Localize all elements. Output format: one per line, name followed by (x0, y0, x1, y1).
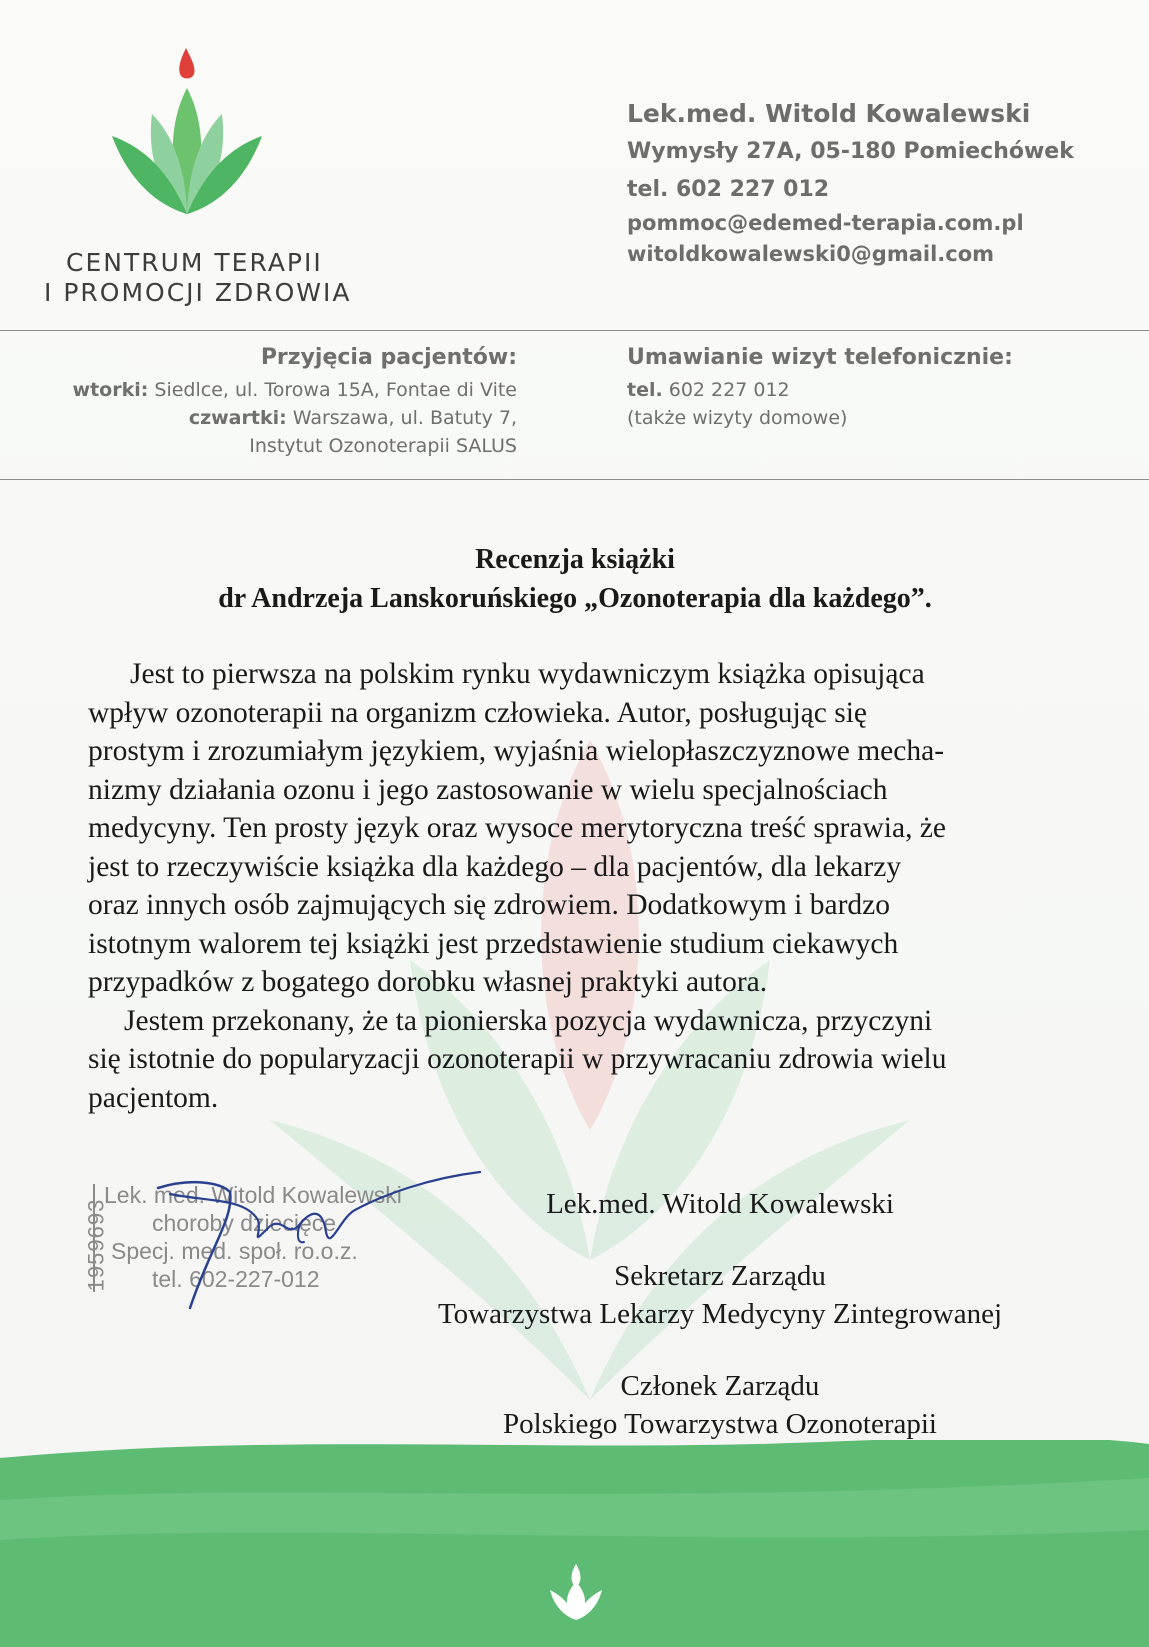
signer-role-title-2: Członek Zarządu (620, 1370, 820, 1402)
signature-block (380, 1185, 1060, 1443)
appointments-title: Umawianie wizyt telefonicznie: (627, 345, 1013, 370)
email-link[interactable]: pommoc@edemed-terapia.com.pl (627, 211, 1024, 235)
body-line: prostym i zrozumiałym językiem, wyjaśnia wielopłaszczyznowe mecha- (88, 735, 945, 767)
org-name-line1: CENTRUM TERAPII (66, 248, 323, 277)
stamp-divider (93, 1184, 95, 1292)
appointments (627, 340, 1127, 432)
footer-leaf-icon (546, 1560, 606, 1624)
appointments-note: (także wizyty domowe) (627, 407, 848, 429)
body-line: jest to rzeczywiście książka dla każdego – dla pacjentów, dla lekarzy (88, 850, 902, 883)
signer-name: Lek.med. Witold Kowalewski (546, 1188, 894, 1220)
location-text: Siedlce, ul. Torowa 15A, Fontae di Vite (148, 379, 517, 401)
office-hours-line (40, 376, 517, 404)
office-hours-line (40, 404, 517, 432)
review-title (60, 540, 1090, 618)
review-title-line1: Recenzja książki (475, 544, 675, 575)
stamp-line: Lek. med. Witold Kowalewski (104, 1182, 402, 1208)
review-title-line2: dr Andrzeja Lanskoruńskiego „Ozonoterapia dla każdego”. (218, 583, 932, 614)
email-link-secondary[interactable]: witoldkowalewski0@gmail.com (627, 242, 995, 266)
doctor-name: Lek.med. Witold Kowalewski (627, 99, 1031, 128)
body-line: nizmy działania ozonu i jego zastosowanie w wielu specjalnościach (88, 773, 888, 806)
body-line: wpływ ozonoterapii na organizm człowieka. Autor, posługując się (88, 696, 867, 729)
signer-role-title: Sekretarz Zarządu (614, 1260, 826, 1292)
body-line: oraz innych osób zajmujących się zdrowiem. Dodatkowym i bardzo (88, 889, 890, 921)
signer-role-org-2: Polskiego Towarzystwa Ozonoterapii (503, 1408, 937, 1440)
body-line: przypadków z bogatego dorobku własnej praktyki autora. (88, 966, 768, 998)
organization-name (44, 248, 364, 308)
body-line: istotnym walorem tej książki jest przedstawienie studium ciekawych (88, 927, 899, 960)
appointments-phone (627, 376, 1127, 404)
org-name-line2: I PROMOCJI ZDROWIA (44, 278, 352, 307)
stamp-line: Specj. med. społ. ro.o.z. (111, 1238, 358, 1264)
phone-label: tel. (627, 379, 663, 401)
stamp-line: tel. 602-227-012 (152, 1266, 320, 1292)
address: Wymysły 27A, 05-180 Pomiechówek (627, 139, 1074, 164)
phone-value: 602 227 012 (662, 379, 790, 401)
logo-icon (108, 44, 268, 224)
contact-block (627, 96, 1127, 270)
stamp-number: 1959693 (83, 1198, 109, 1292)
body-line: pacjentom. (88, 1081, 219, 1114)
body-line: medycyny. Ten prosty język oraz wysoce merytoryczna treść sprawia, że (88, 812, 947, 844)
body-line: Jestem przekonany, że ta pionierska pozycja wydawnicza, przyczyni (124, 1004, 933, 1037)
office-hours-line: Instytut Ozonoterapii SALUS (249, 435, 517, 457)
office-hours (40, 340, 517, 460)
signer-role-org: Towarzystwa Lekarzy Medycyny Zintegrowanej (437, 1298, 1003, 1330)
stamp-line: choroby dziecięce (152, 1210, 337, 1236)
header-divider (0, 330, 1149, 331)
body-line: Jest to pierwsza na polskim rynku wydawniczym książka opisująca (130, 658, 925, 690)
office-hours-title: Przyjęcia pacjentów: (260, 345, 517, 370)
day-label: czwartki: (188, 407, 287, 429)
body-line: się istotnie do popularyzacji ozonoterapii w przywracaniu zdrowia wielu (88, 1043, 947, 1075)
header-divider-bottom (0, 479, 1149, 480)
flame-icon (179, 48, 194, 79)
review-body (88, 655, 1068, 1117)
location-text: Warszawa, ul. Batuty 7, (286, 407, 517, 429)
day-label: wtorki: (72, 379, 149, 401)
phone: tel. 602 227 012 (627, 177, 830, 202)
